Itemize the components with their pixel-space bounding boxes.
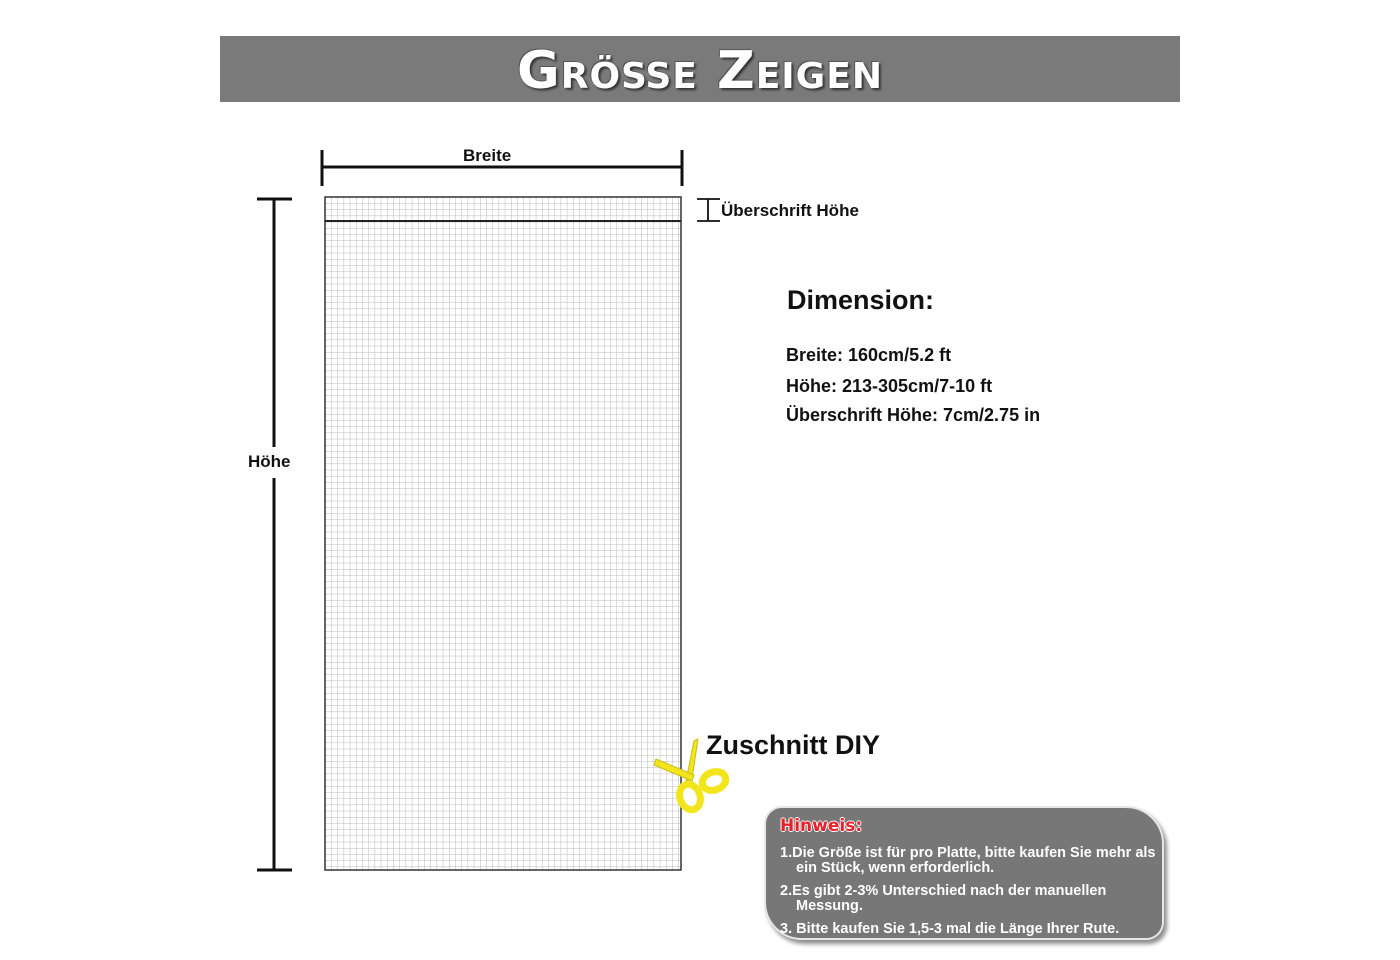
diy-cut-label: Zuschnitt DIY <box>706 730 880 760</box>
dimension-title: Dimension: <box>787 285 935 315</box>
banner-title: Größe Zeigen <box>517 41 883 101</box>
note-item: 3. Bitte kaufen Sie 1,5-3 mal die Länge Ihrer Rute. <box>780 921 1120 937</box>
dimension-width: Breite: 160cm/5.2 ft <box>786 345 952 365</box>
note-item: 1.Die Größe ist für pro Platte, bitte kaufen Sie mehr als ein Stück, wenn erforderlich. <box>780 845 1156 876</box>
note-box <box>764 806 1164 940</box>
note-item: 2.Es gibt 2-3% Unterschied nach der manuellen Messung. <box>780 883 1107 914</box>
height-label: Höhe <box>248 452 291 471</box>
curtain-panel <box>325 197 681 870</box>
dimension-height: Höhe: 213-305cm/7-10 ft <box>786 376 993 396</box>
note-list <box>780 846 1160 945</box>
height-dimension-line <box>257 199 292 870</box>
note-title: Hinweis: <box>780 816 863 836</box>
width-label: Breite <box>463 146 512 165</box>
header-height-marker <box>697 199 720 221</box>
dimension-header-height: Überschrift Höhe: 7cm/2.75 in <box>786 405 1041 425</box>
header-height-label: Überschrift Höhe <box>721 201 859 220</box>
